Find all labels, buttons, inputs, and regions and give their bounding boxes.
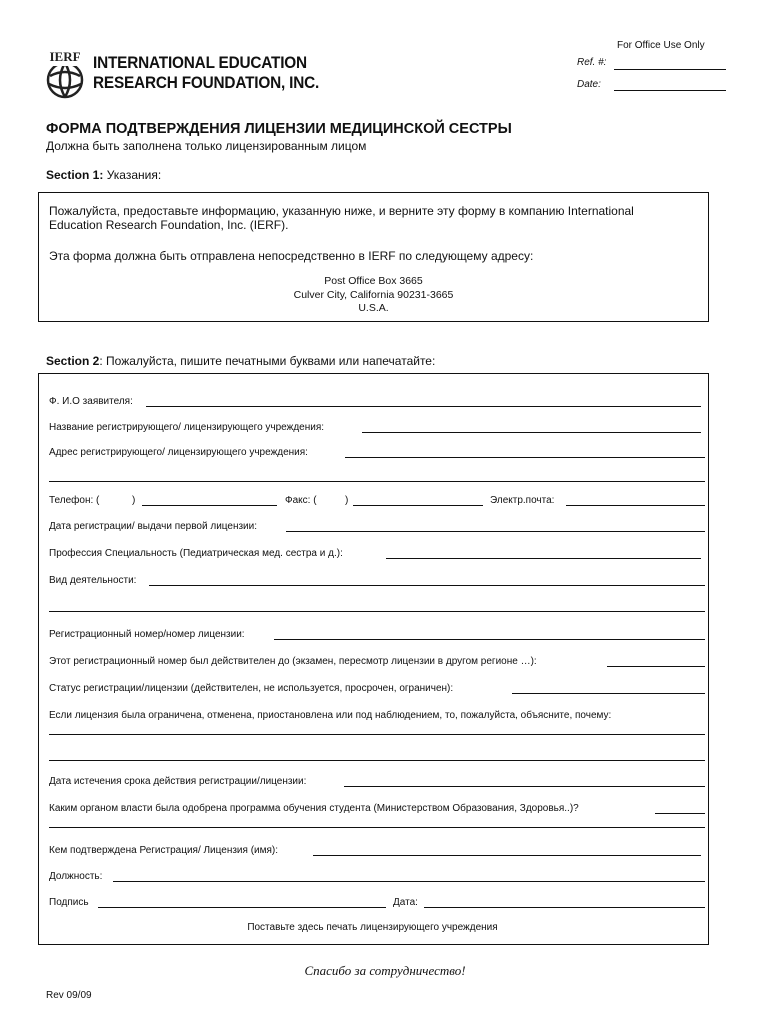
sign-date-field[interactable] bbox=[424, 907, 705, 908]
ierf-logo bbox=[45, 46, 85, 102]
office-date-field[interactable] bbox=[614, 90, 726, 91]
phone-label: Телефон: ( bbox=[49, 495, 100, 506]
address-line: Culver City, California 90231-3665 bbox=[293, 288, 454, 301]
valid-until-field[interactable] bbox=[607, 666, 705, 667]
authority-field[interactable] bbox=[655, 813, 705, 814]
section2-label: Section 2 bbox=[46, 354, 100, 368]
license-number-field[interactable] bbox=[274, 639, 705, 640]
sign-date-label: Дата: bbox=[393, 897, 418, 908]
instructions-para2: Эта форма должна быть отправлена непосредственно в IERF по следующему адресу: bbox=[49, 249, 534, 263]
phone-field[interactable] bbox=[142, 505, 277, 506]
fax-paren-close: ) bbox=[345, 495, 349, 506]
specialty-field[interactable] bbox=[386, 558, 701, 559]
status-label: Статус регистрации/лицензии (действителен, не используется, просрочен, ограничен): bbox=[49, 683, 454, 694]
email-field[interactable] bbox=[566, 505, 705, 506]
org-line-2: RESEARCH FOUNDATION, INC. bbox=[93, 74, 320, 92]
instructions-line1: Пожалуйста, предоставьте информацию, указанную ниже, и верните эту форму в компанию International bbox=[49, 204, 634, 218]
seal-instruction: Поставьте здесь печать лицензирующего учреждения bbox=[247, 922, 498, 933]
office-use-label: For Office Use Only bbox=[617, 40, 705, 51]
specialty-label: Профессия Специальность (Педиатрическая мед. сестра и д.): bbox=[49, 548, 343, 559]
authority-field-2[interactable] bbox=[49, 827, 705, 828]
expiry-label: Дата истечения срока действия регистрации/лицензии: bbox=[49, 776, 307, 787]
signature-label: Подпись bbox=[49, 897, 89, 908]
expiry-field[interactable] bbox=[344, 786, 705, 787]
section1-title: Указания: bbox=[106, 168, 162, 182]
restriction-label: Если лицензия была ограничена, отменена, приостановлена или под наблюдением, то, пожалуйста, объясните, почему: bbox=[49, 710, 612, 721]
applicant-field[interactable] bbox=[146, 406, 701, 407]
logo-text: IERF bbox=[49, 49, 81, 64]
signature-field[interactable] bbox=[98, 907, 386, 908]
confirmed-by-label: Кем подтверждена Регистрация/ Лицензия (имя): bbox=[49, 845, 279, 856]
position-field[interactable] bbox=[113, 881, 705, 882]
address-line: Post Office Box 3665 bbox=[324, 275, 423, 287]
activity-label: Вид деятельности: bbox=[49, 575, 137, 586]
org-line-1: INTERNATIONAL EDUCATION bbox=[93, 54, 307, 72]
institution-address-field-2[interactable] bbox=[49, 481, 705, 482]
ref-field[interactable] bbox=[614, 69, 726, 70]
section1-label: Section 1: bbox=[46, 168, 104, 182]
instructions-line2: Education Research Foundation, Inc. (IERF). bbox=[49, 218, 289, 232]
applicant-label: Ф. И.О заявителя: bbox=[49, 396, 133, 407]
institution-name-field[interactable] bbox=[362, 432, 701, 433]
section2-title: : Пожалуйста, пишите печатными буквами или напечатайте: bbox=[99, 354, 436, 368]
fax-field[interactable] bbox=[353, 505, 483, 506]
revision-label: Rev 09/09 bbox=[46, 990, 92, 1001]
instructions-box bbox=[38, 192, 709, 322]
first-license-date-label: Дата регистрации/ выдачи первой лицензии: bbox=[49, 521, 258, 532]
status-field[interactable] bbox=[512, 693, 705, 694]
section2-heading bbox=[46, 354, 435, 368]
section1-heading bbox=[46, 168, 161, 182]
valid-until-label: Этот регистрационный номер был действителен до (экзамен, пересмотр лицензии в другом регионе …): bbox=[49, 656, 537, 667]
phone-paren-close: ) bbox=[132, 495, 136, 506]
mailing-address bbox=[39, 275, 708, 316]
activity-field[interactable] bbox=[149, 585, 705, 586]
form-title: ФОРМА ПОДТВЕРЖДЕНИЯ ЛИЦЕНЗИИ МЕДИЦИНСКОЙ СЕСТРЫ bbox=[46, 121, 512, 137]
authority-label: Каким органом власти была одобрена программа обучения студента (Министерством Образования, Здоровья..)? bbox=[49, 803, 579, 814]
email-label: Электр.почта: bbox=[490, 495, 555, 506]
restriction-field[interactable] bbox=[49, 734, 705, 735]
first-license-date-field[interactable] bbox=[286, 531, 705, 532]
form-subtitle: Должна быть заполнена только лицензированным лицом bbox=[46, 139, 367, 153]
address-line: U.S.A. bbox=[358, 302, 389, 314]
office-date-label: Date: bbox=[577, 79, 601, 90]
instructions-para1 bbox=[49, 204, 634, 232]
institution-address-label: Адрес регистрирующего/ лицензирующего учреждения: bbox=[49, 447, 308, 458]
institution-address-field[interactable] bbox=[345, 457, 705, 458]
ref-label: Ref. #: bbox=[577, 57, 607, 68]
license-number-label: Регистрационный номер/номер лицензии: bbox=[49, 629, 245, 640]
restriction-field-2[interactable] bbox=[49, 760, 705, 761]
confirmed-by-field[interactable] bbox=[313, 855, 701, 856]
fax-label: Факс: ( bbox=[285, 495, 317, 506]
position-label: Должность: bbox=[49, 871, 103, 882]
institution-name-label: Название регистрирующего/ лицензирующего учреждения: bbox=[49, 422, 325, 433]
organization-name bbox=[93, 53, 319, 93]
activity-field-2[interactable] bbox=[49, 611, 705, 612]
thanks-note: Спасибо за сотрудничество! bbox=[304, 963, 466, 978]
